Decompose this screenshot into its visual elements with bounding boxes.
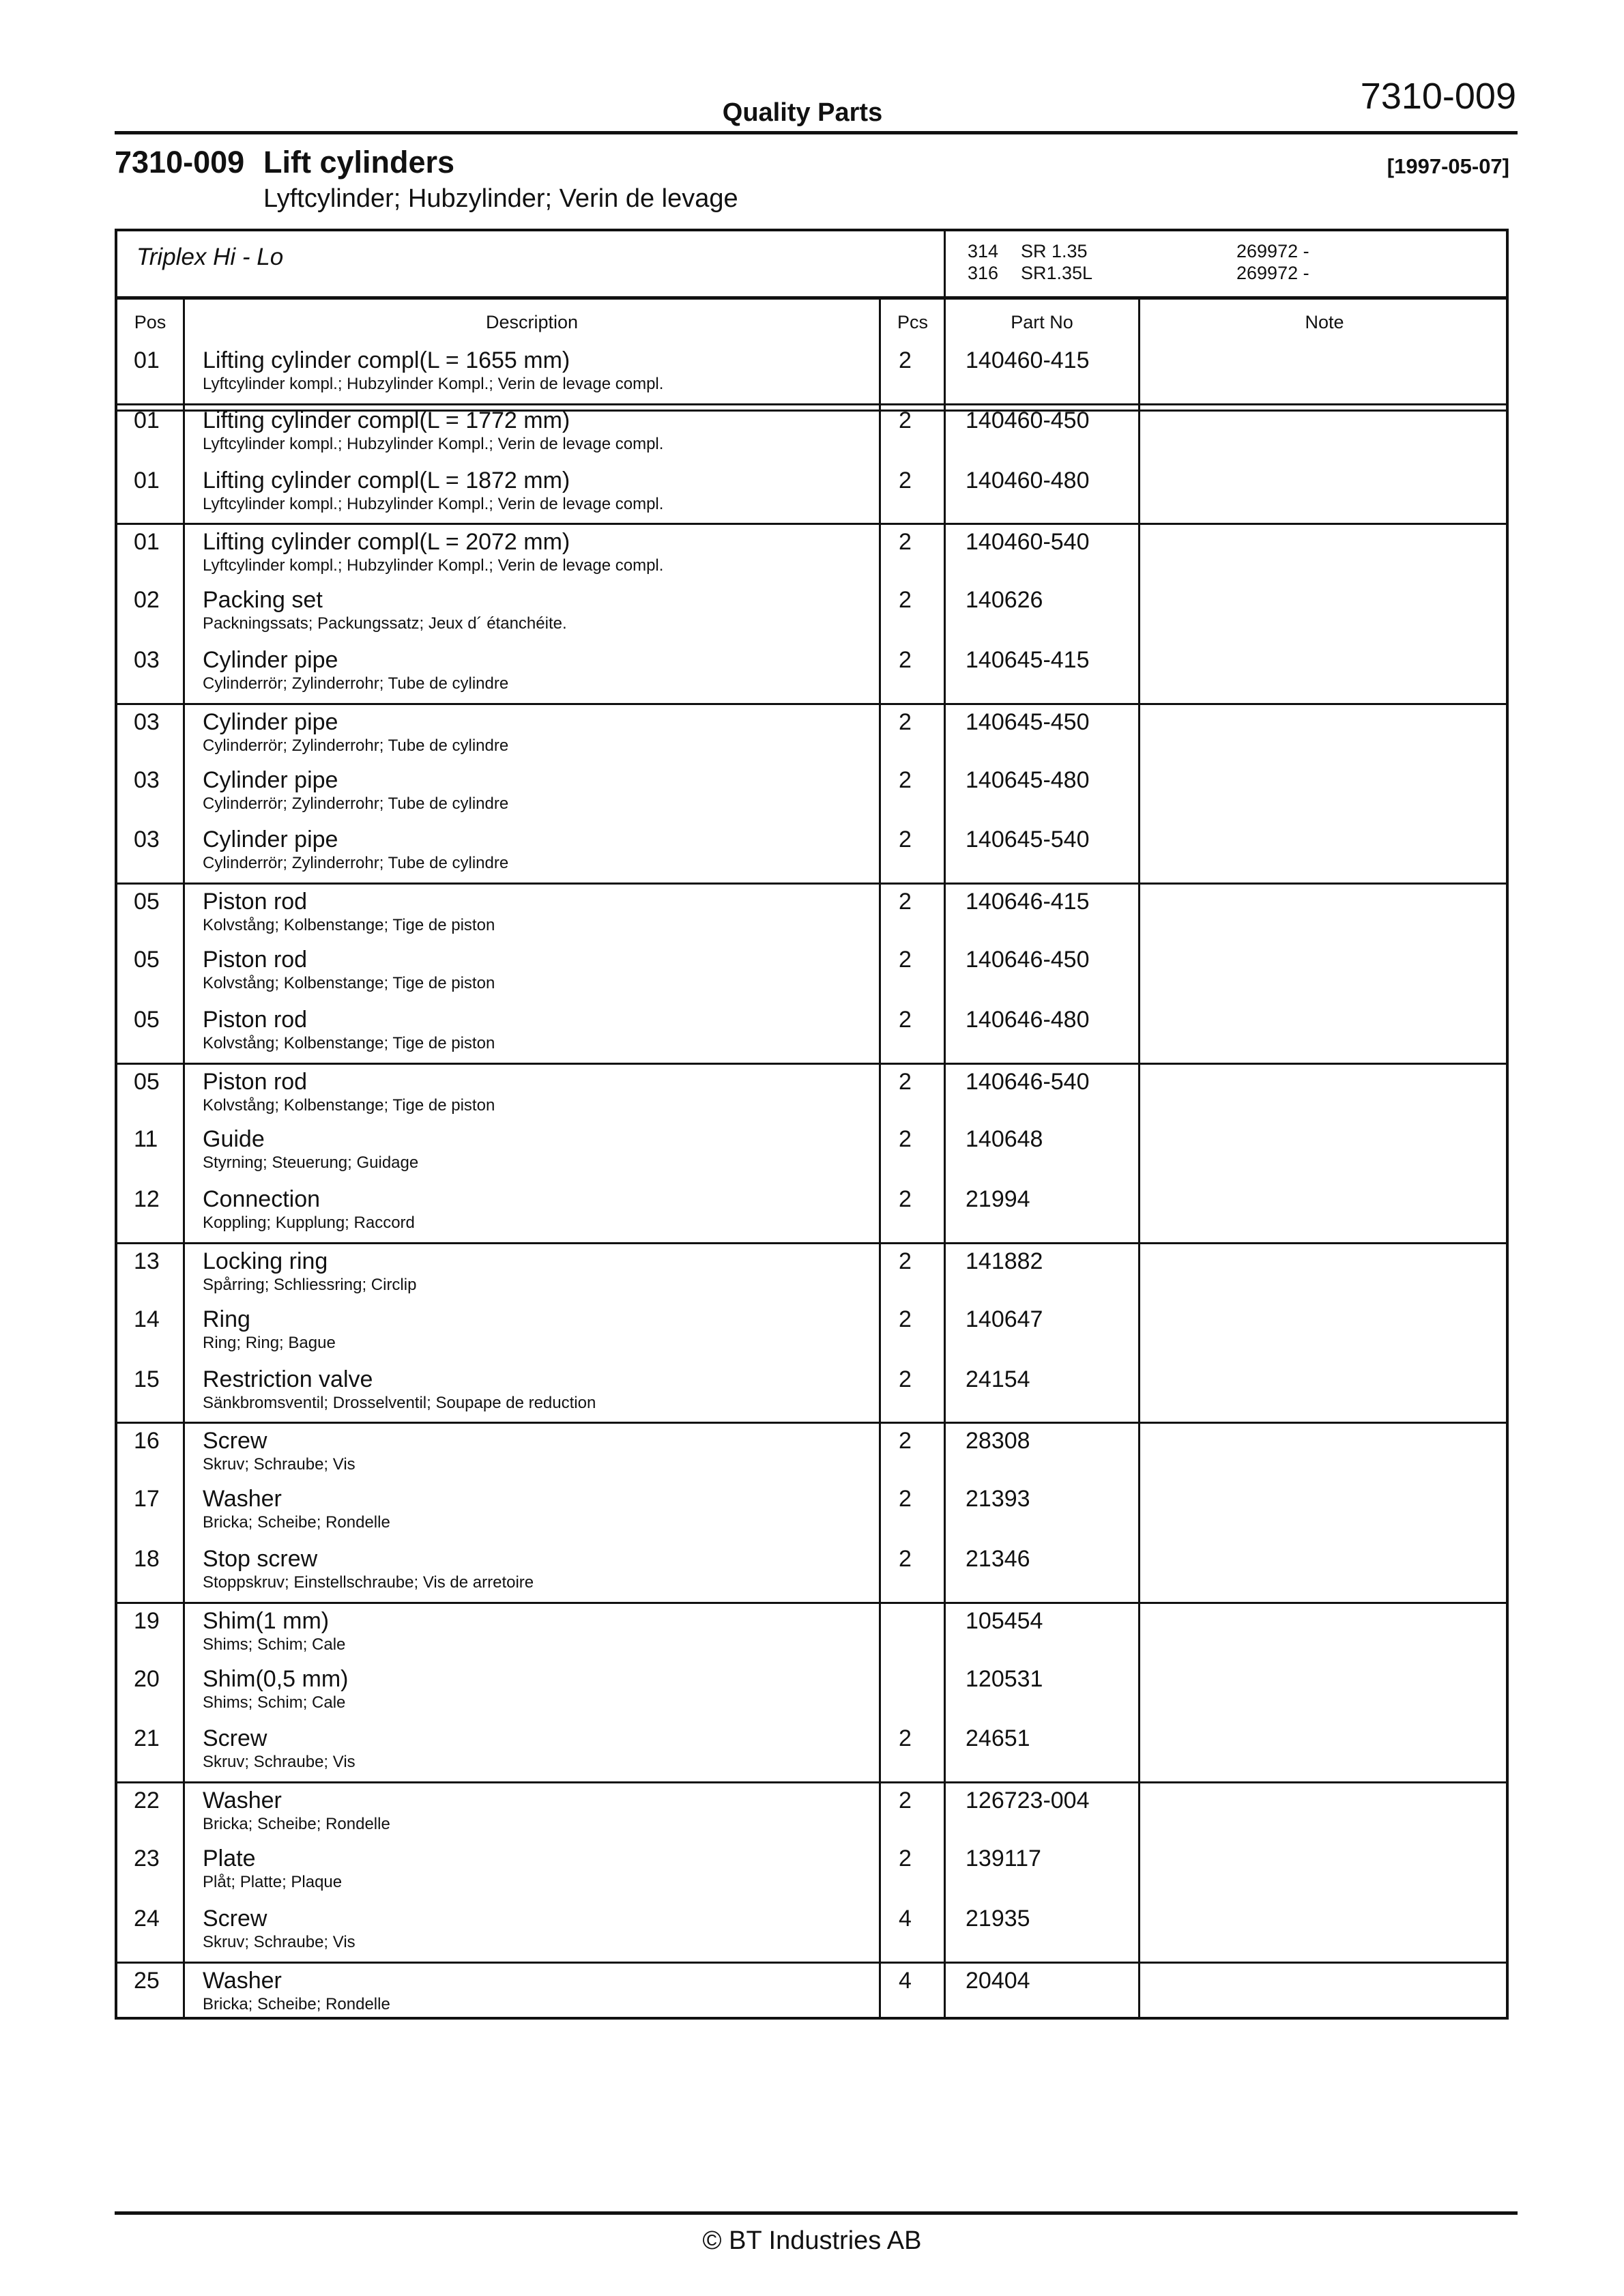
row-part-no: 140647 [966,1306,1043,1332]
row-description: Guide [203,1126,265,1153]
row-part-no: 140460-415 [966,347,1090,373]
row-part-no: 28308 [966,1428,1030,1454]
row-part-no: 140460-480 [966,467,1090,493]
row-part-no: 140645-415 [966,646,1090,673]
row-pcs: 2 [899,646,912,673]
table-row [117,1781,1506,1841]
row-part-no: 140626 [966,587,1043,614]
row-part-no: 140646-450 [966,946,1090,973]
page-subtitle: Lyftcylinder; Hubzylinder; Verin de levage [263,184,738,213]
row-pos: 11 [134,1126,158,1153]
column-header-part-no: Part No [1011,312,1073,332]
row-pcs: 4 [899,1905,912,1932]
row-description: Lifting cylinder compl(L = 2072 mm) [203,529,570,556]
row-pos: 05 [134,946,160,973]
row-pcs: 2 [899,708,912,735]
row-description-translations: Bricka; Scheibe; Rondelle [203,1994,390,2013]
row-description-translations: Stoppskruv; Einstellschraube; Vis de arretoire [203,1573,534,1592]
row-part-no: 140460-540 [966,529,1090,556]
table-row [117,643,1506,703]
row-description-translations: Cylinderrör; Zylinderrohr; Tube de cylindre [203,674,509,693]
row-part-no: 140648 [966,1126,1043,1153]
row-description: Lifting cylinder compl(L = 1872 mm) [203,467,570,493]
table-row [117,523,1506,583]
column-header-description: Description [485,312,579,332]
table-row [117,1542,1506,1602]
row-pos: 21 [134,1725,160,1752]
row-description-translations: Sänkbromsventil; Drosselventil; Soupape de reduction [203,1393,596,1412]
row-pos: 12 [134,1186,160,1213]
row-description: Shim(1 mm) [203,1607,330,1634]
table-row [117,1721,1506,1781]
row-pcs: 2 [899,1725,912,1752]
row-part-no: 140645-480 [966,766,1090,793]
row-description-translations: Lyftcylinder kompl.; Hubzylinder Kompl.; Verin de levage compl. [203,556,664,575]
row-description-translations: Lyftcylinder kompl.; Hubzylinder Kompl.; Verin de levage compl. [203,494,664,513]
row-pcs: 2 [899,529,912,556]
row-pos: 03 [134,646,160,673]
row-pos: 05 [134,889,160,915]
table-row [117,1182,1506,1242]
table-row [117,1003,1506,1063]
row-pos: 19 [134,1607,160,1634]
row-pos: 15 [134,1366,160,1392]
model-header [117,231,1506,300]
row-part-no: 126723-004 [966,1788,1090,1814]
row-pcs: 2 [899,1068,912,1095]
row-pos: 16 [134,1428,160,1454]
row-part-no: 140460-450 [966,407,1090,433]
row-part-no: 140646-480 [966,1006,1090,1033]
row-pos: 13 [134,1248,160,1274]
row-part-no: 24154 [966,1366,1030,1392]
table-row [117,1063,1506,1123]
row-pos: 01 [134,467,160,493]
row-description: Piston rod [203,889,308,915]
row-description: Screw [203,1428,267,1454]
row-description-translations: Packningssats; Packungssatz; Jeux d´ étanchéite. [203,614,567,633]
row-description-translations: Skruv; Schraube; Vis [203,1932,356,1951]
row-description: Plate [203,1845,256,1871]
table-row [117,703,1506,763]
row-pcs: 2 [899,1486,912,1512]
row-description-translations: Skruv; Schraube; Vis [203,1753,356,1772]
row-pos: 25 [134,1967,160,1994]
row-pos: 24 [134,1905,160,1932]
row-pos: 02 [134,587,160,614]
row-description-translations: Cylinderrör; Zylinderrohr; Tube de cylindre [203,794,509,813]
row-description-translations: Styrning; Steuerung; Guidage [203,1153,419,1173]
row-description: Shim(0,5 mm) [203,1665,349,1692]
row-pos: 03 [134,766,160,793]
row-pos: 14 [134,1306,160,1332]
table-row [117,1962,1506,2022]
table-row [117,882,1506,943]
row-description: Piston rod [203,1006,308,1033]
table-row [117,1242,1506,1302]
variant-serial: 269972 - [1236,263,1309,283]
row-description: Lifting cylinder compl(L = 1772 mm) [203,407,570,433]
row-pos: 23 [134,1845,160,1871]
row-part-no: 140645-450 [966,708,1090,735]
row-description-translations: Shims; Schim; Cale [203,1693,346,1712]
table-row [117,1122,1506,1182]
row-pcs: 2 [899,1006,912,1033]
row-pcs: 2 [899,889,912,915]
row-description-translations: Skruv; Schraube; Vis [203,1455,356,1474]
table-row [117,1841,1506,1902]
row-part-no: 139117 [966,1845,1041,1871]
column-header-pos: Pos [134,312,166,332]
row-description-translations: Cylinderrör; Zylinderrohr; Tube de cylindre [203,854,509,873]
column-headers [117,300,1506,344]
footer-rule [115,2211,1518,2215]
row-pcs: 2 [899,1845,912,1871]
row-pos: 05 [134,1068,160,1095]
row-pcs: 2 [899,407,912,433]
variant-code: 316 [968,263,999,283]
model-name: Triplex Hi - Lo [136,244,284,270]
row-pos: 05 [134,1006,160,1033]
parts-rows [117,343,1506,2021]
row-description: Locking ring [203,1248,328,1274]
row-part-no: 140645-540 [966,827,1090,853]
row-pcs: 4 [899,1967,912,1994]
row-description-translations: Bricka; Scheibe; Rondelle [203,1815,390,1834]
page-code: 7310-009 [1360,76,1516,117]
revision-date: [1997-05-07] [1387,154,1509,178]
row-description: Lifting cylinder compl(L = 1655 mm) [203,347,570,373]
copyright: © BT Industries AB [702,2226,922,2255]
row-description: Restriction valve [203,1366,373,1392]
table-row [117,1302,1506,1362]
row-pos: 01 [134,529,160,556]
table-row [117,463,1506,523]
parts-table [115,229,1509,2020]
variant-model: SR1.35L [1021,263,1093,283]
row-description-translations: Lyftcylinder kompl.; Hubzylinder Kompl.; Verin de levage compl. [203,375,664,393]
row-pcs: 2 [899,1545,912,1572]
row-description: Washer [203,1486,282,1512]
row-part-no: 141882 [966,1248,1043,1274]
row-description-translations: Kolvstång; Kolbenstange; Tige de piston [203,973,495,992]
row-part-no: 21935 [966,1905,1030,1932]
row-description: Washer [203,1967,282,1994]
row-pos: 22 [134,1788,160,1814]
row-pcs: 2 [899,1366,912,1392]
row-description: Washer [203,1788,282,1814]
table-row [117,343,1506,403]
row-description: Packing set [203,587,323,614]
column-header-note: Note [1305,312,1344,332]
table-row [117,403,1506,463]
row-pcs: 2 [899,827,912,853]
row-pos: 20 [134,1665,160,1692]
row-pcs: 2 [899,467,912,493]
row-part-no: 140646-540 [966,1068,1090,1095]
row-description: Cylinder pipe [203,646,338,673]
row-description-translations: Bricka; Scheibe; Rondelle [203,1513,390,1532]
row-description-translations: Shims; Schim; Cale [203,1635,346,1654]
row-description-translations: Kolvstång; Kolbenstange; Tige de piston [203,1033,495,1052]
row-pcs: 2 [899,587,912,614]
table-row [117,1362,1506,1422]
row-pos: 17 [134,1486,160,1512]
model-divider [944,231,946,296]
table-row [117,1482,1506,1542]
row-description-translations: Spårring; Schliessring; Circlip [203,1275,417,1294]
row-part-no: 21994 [966,1186,1030,1213]
row-pcs: 2 [899,1186,912,1213]
title-code: 7310-009 [115,145,245,180]
row-description: Ring [203,1306,250,1332]
variant-model: SR 1.35 [1021,241,1088,261]
row-pcs: 2 [899,1788,912,1814]
section-name: Quality Parts [722,98,883,127]
row-pcs: 2 [899,1126,912,1153]
table-row [117,822,1506,882]
table-row [117,943,1506,1003]
row-pos: 18 [134,1545,160,1572]
row-pos: 03 [134,708,160,735]
row-description: Screw [203,1905,267,1932]
row-part-no: 20404 [966,1967,1030,1994]
row-description: Connection [203,1186,321,1213]
row-description: Cylinder pipe [203,766,338,793]
row-description-translations: Lyftcylinder kompl.; Hubzylinder Kompl.; Verin de levage compl. [203,434,664,453]
row-pcs: 2 [899,946,912,973]
row-description-translations: Ring; Ring; Bague [203,1333,336,1352]
row-pos: 01 [134,347,160,373]
variant-code: 314 [968,241,999,261]
row-pcs: 2 [899,347,912,373]
table-row [117,583,1506,643]
row-description: Cylinder pipe [203,708,338,735]
row-part-no: 21393 [966,1486,1030,1512]
column-header-pcs: Pcs [897,312,928,332]
row-part-no: 21346 [966,1545,1030,1572]
row-description-translations: Cylinderrör; Zylinderrohr; Tube de cylindre [203,736,509,755]
row-description-translations: Kolvstång; Kolbenstange; Tige de piston [203,916,495,935]
table-row [117,1902,1506,1962]
table-row [117,1662,1506,1722]
row-pcs: 2 [899,766,912,793]
page-title: Lift cylinders [263,145,455,180]
row-part-no: 140646-415 [966,889,1090,915]
row-part-no: 24651 [966,1725,1030,1752]
row-pos: 03 [134,827,160,853]
variant-serial: 269972 - [1236,241,1309,261]
row-description: Cylinder pipe [203,827,338,853]
row-part-no: 120531 [966,1665,1043,1692]
row-part-no: 105454 [966,1607,1043,1634]
row-pos: 01 [134,407,160,433]
table-row [117,1602,1506,1662]
row-description-translations: Plåt; Platte; Plaque [203,1872,343,1891]
row-description: Stop screw [203,1545,318,1572]
row-pcs: 2 [899,1428,912,1454]
row-description-translations: Koppling; Kupplung; Raccord [203,1214,415,1233]
row-description: Piston rod [203,1068,308,1095]
row-pcs: 2 [899,1306,912,1332]
header-rule [115,131,1518,134]
table-row [117,1422,1506,1482]
table-row [117,763,1506,823]
row-pcs: 2 [899,1248,912,1274]
row-description: Screw [203,1725,267,1752]
row-description-translations: Kolvstång; Kolbenstange; Tige de piston [203,1095,495,1115]
row-description: Piston rod [203,946,308,973]
